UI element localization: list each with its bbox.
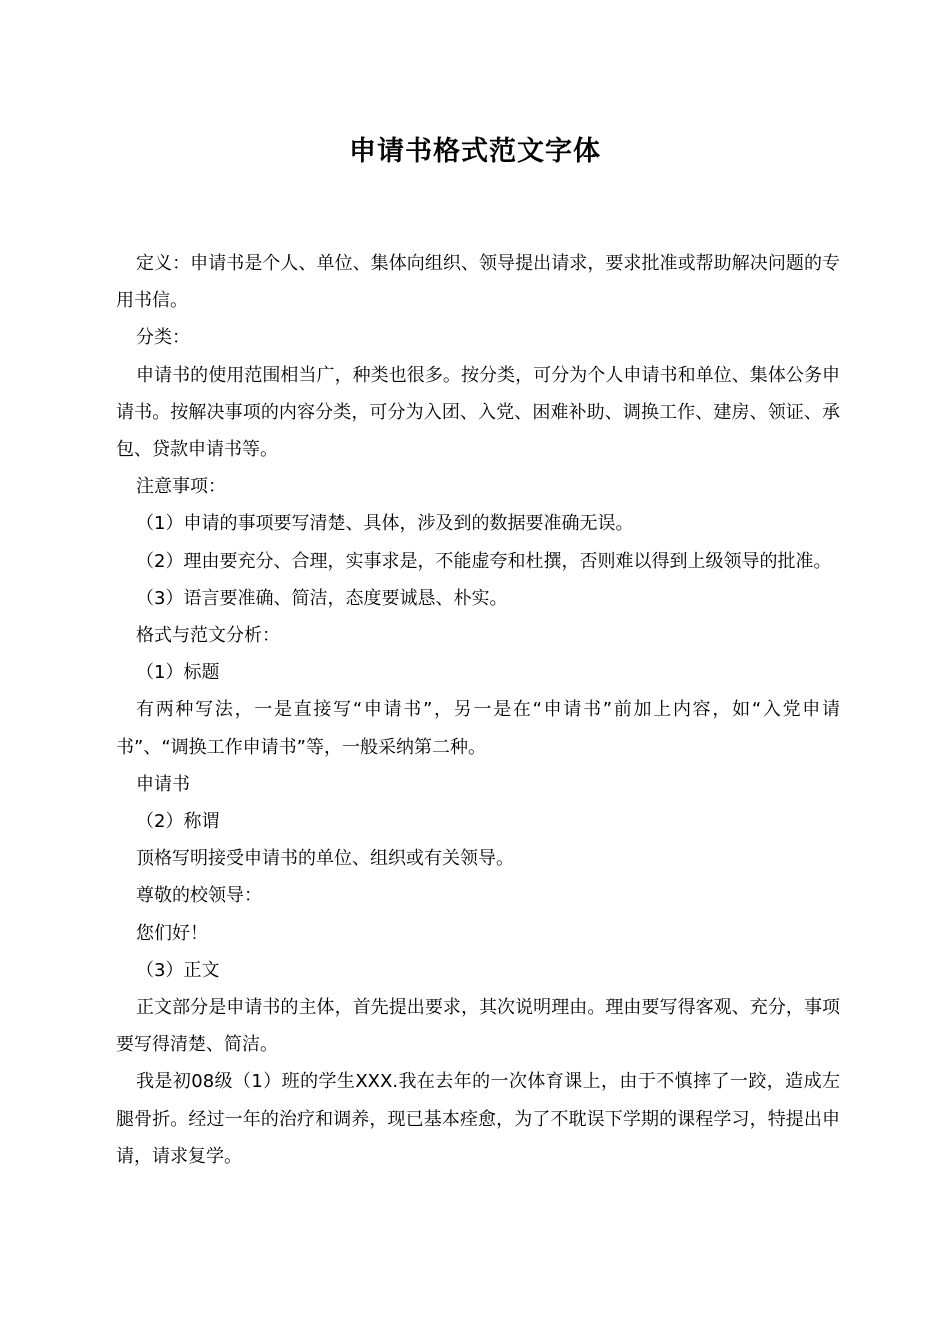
document-title: 申请书格式范文字体 bbox=[349, 136, 601, 167]
document-body bbox=[116, 245, 840, 1175]
paragraph-title-example: 申请书 bbox=[136, 773, 190, 795]
paragraph-note-3: （3）语言要准确、简洁，态度要诚恳、朴实。 bbox=[136, 587, 508, 609]
paragraph-salutation-example: 尊敬的校领导： bbox=[136, 885, 262, 907]
paragraph-note-2: （2）理由要充分、合理，实事求是，不能虚夸和杜撰，否则难以得到上级领导的批准。 bbox=[136, 550, 832, 572]
paragraph-notes-heading: 注意事项： bbox=[136, 476, 226, 498]
paragraph-section-salutation: （2）称谓 bbox=[136, 811, 220, 833]
paragraph-salutation-desc: 顶格写明接受申请书的单位、组织或有关领导。 bbox=[136, 848, 514, 870]
paragraph-body-desc: 正文部分是申请书的主体，首先提出要求，其次说明理由。理由要写得客观、充分，事项要写得清楚、简洁。 bbox=[116, 997, 840, 1056]
paragraph-classification-heading: 分类： bbox=[136, 327, 190, 349]
paragraph-section-body: （3）正文 bbox=[136, 959, 220, 981]
paragraph-definition: 定义：申请书是个人、单位、集体向组织、领导提出请求，要求批准或帮助解决问题的专用书信。 bbox=[116, 253, 840, 312]
paragraph-title-methods: 有两种写法，一是直接写“申请书”，另一是在“申请书”前加上内容，如“入党申请书”、“调换工作申请书”等，一般采纳第二种。 bbox=[116, 699, 840, 758]
paragraph-classification: 申请书的使用范围相当广，种类也很多。按分类，可分为个人申请书和单位、集体公务申请书。按解决事项的内容分类，可分为入团、入党、困难补助、调换工作、建房、领证、承包、贷款申请书等。 bbox=[116, 364, 840, 461]
paragraph-note-1: （1）申请的事项要写清楚、具体，涉及到的数据要准确无误。 bbox=[136, 513, 634, 535]
paragraph-format-heading: 格式与范文分析： bbox=[136, 625, 280, 647]
paragraph-body-example: 我是初08级（1）班的学生XXX.我在去年的一次体育课上，由于不慎摔了一跤，造成左腿骨折。经过一年的治疗和调养，现已基本痊愈，为了不耽误下学期的课程学习，特提出申请，请求复学。 bbox=[116, 1071, 840, 1167]
paragraph-greeting-example: 您们好！ bbox=[136, 922, 208, 944]
paragraph-section-title: （1）标题 bbox=[136, 662, 220, 684]
